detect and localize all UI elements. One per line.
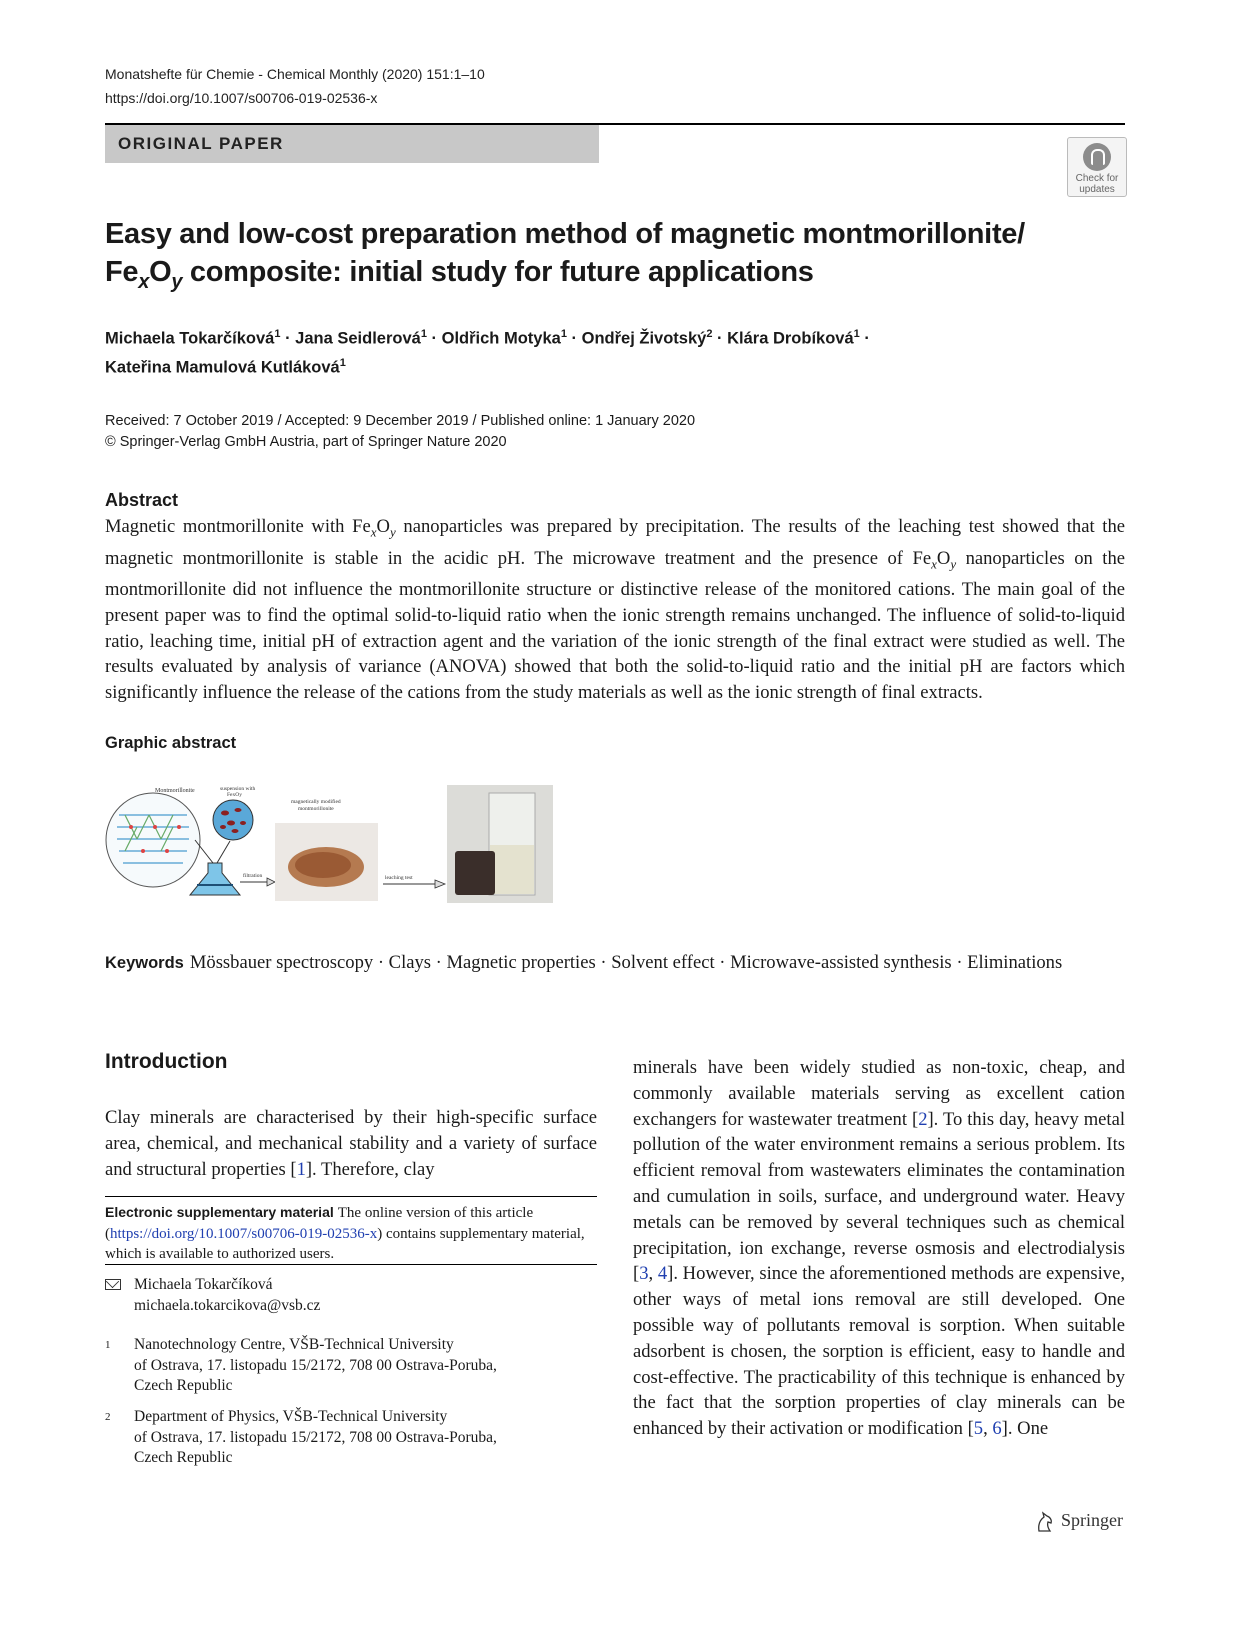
journal-citation: Monatshefte für Chemie - Chemical Monthly (2020) 151:1–10 <box>105 66 485 82</box>
title-sub-y: y <box>171 270 183 293</box>
esm-text: The online version of this article ( <box>105 1205 534 1242</box>
label-modified-2: montmorillonite <box>298 806 334 812</box>
abstract-sub: x <box>370 524 377 540</box>
author-list <box>105 322 1115 379</box>
author-separator: · <box>566 329 582 348</box>
abstract-seg: nanoparticles on the montmorillonite did not influence the montmorillonite structure or distinctive release of the monitored cations. The main goal of the present paper was to find the optimal solid-to-liquid ratio when the ionic strength remains unchanged. The influence of solid-to-liquid ratio, leaching time, initial pH of extraction agent and the variation of the ionic strength of the final extract were studied as well. The results evaluated by analysis of variance (ANOVA) showed that both the solid-to-liquid ratio and the initial pH are factors which significantly influence the release of the cations from the study materials as well as the ionic strength of final extracts. <box>105 547 1125 704</box>
suspension-circle <box>213 800 253 840</box>
footnote-rule <box>105 1264 597 1265</box>
affiliation-2 <box>105 1407 597 1469</box>
paper-title <box>105 215 1115 301</box>
title-part2: composite: initial study for future applications <box>182 256 814 288</box>
affiliation-number: 2 <box>105 1411 111 1423</box>
ref-link[interactable]: 1 <box>296 1158 306 1180</box>
arrow-head <box>267 878 275 886</box>
abstract-text <box>105 514 1125 706</box>
publisher-logo <box>1035 1510 1123 1533</box>
author-affiliation: 1 <box>420 328 427 340</box>
abstract-sub: y <box>389 524 396 540</box>
intro-text: minerals have been widely studied as non-toxic, cheap, and commonly available materials serving as excellent cation exchangers for wastewater treatment [ <box>633 1057 1125 1130</box>
author-name[interactable]: Jana Seidlerová <box>295 329 421 348</box>
section-label: ORIGINAL PAPER <box>105 125 599 163</box>
affiliation-line: Department of Physics, VŠB-Technical University <box>134 1408 448 1425</box>
check-for-updates-badge[interactable] <box>1067 137 1127 197</box>
intro-text: ]. To this day, heavy metal pollution of the water environment remains a serious problem. Its efficient removal from wastewaters eliminates the contamination and cumulation in soils, surface, and underground water. Heavy metals can be removed by several techniques such as chemical precipitation, ion exchange, reverse osmosis and electrodialysis [ <box>633 1108 1125 1285</box>
title-fe: Fe <box>105 256 139 288</box>
journal-doi[interactable]: https://doi.org/10.1007/s00706-019-02536-x <box>105 90 378 106</box>
affiliation-line: Nanotechnology Centre, VŠB-Technical University <box>134 1336 454 1353</box>
author-affiliation: 1 <box>560 328 567 340</box>
title-part1: Easy and low-cost preparation method of magnetic montmorillonite/ <box>105 218 1025 250</box>
flask <box>190 863 240 895</box>
author-separator: · <box>426 329 442 348</box>
author-separator: · <box>280 329 296 348</box>
affiliation-line: of Ostrava, 17. listopadu 15/2172, 708 00 Ostrava-Poruba, <box>134 1428 497 1446</box>
author-affiliation: 2 <box>706 328 713 340</box>
author-name[interactable]: Kateřina Mamulová Kutláková <box>105 358 340 376</box>
author-name[interactable]: Oldřich Motyka <box>441 329 561 348</box>
introduction-heading: Introduction <box>105 1050 228 1073</box>
magnet <box>455 851 495 895</box>
keywords-label: Keywords <box>105 954 184 972</box>
intro-text: ]. However, since the aforementioned methods are expensive, other ways of metal ions removal are still developed. One possible way of pollutants removal is sorption. When suitable adsorbent is chosen, the sorption is efficient, easy to handle and cost-effective. The practicability of this technique is enhanced by the fact that the sorption properties of clay minerals can be enhanced by their activation or modification [ <box>633 1263 1126 1440</box>
esm-note <box>105 1202 597 1265</box>
copyright-line: © Springer-Verlag GmbH Austria, part of Springer Nature 2020 <box>105 434 507 450</box>
abstract-seg: Magnetic montmorillonite with Fe <box>105 516 371 537</box>
intro-text: ]. Therefore, clay <box>305 1158 435 1180</box>
author-affiliation: 1 <box>853 328 860 340</box>
affiliation-line: of Ostrava, 17. listopadu 15/2172, 708 00 Ostrava-Poruba, <box>134 1356 497 1374</box>
intro-text: , <box>983 1418 993 1440</box>
ref-link[interactable]: 2 <box>918 1108 928 1130</box>
structure-circle <box>106 793 200 887</box>
badge-line1: Check for <box>1075 173 1119 184</box>
label-suspension: suspension with <box>220 786 256 792</box>
corresponding-author: Michaela Tokarčíková <box>134 1276 273 1293</box>
author-separator: · <box>859 329 870 348</box>
corresponding-email[interactable]: michaela.tokarcikova@vsb.cz <box>134 1296 321 1314</box>
esm-label: Electronic supplementary material <box>105 1204 334 1220</box>
check-updates-icon <box>1083 143 1111 171</box>
springer-horse-icon <box>1035 1511 1055 1533</box>
envelope-icon <box>105 1279 121 1290</box>
ref-link[interactable]: 6 <box>992 1418 1002 1440</box>
powder-core <box>295 852 351 878</box>
label-modified-1: magnetically modified <box>291 799 341 805</box>
abstract-seg: nanoparticles was prepared by precipitation. The results of the leaching test showed that the magnetic montmorillonite is stable in the acidic pH. The microwave treatment and the presence of Fe <box>105 516 1125 569</box>
intro-text: , <box>648 1263 658 1285</box>
graphic-abstract-heading: Graphic abstract <box>105 734 237 752</box>
author-affiliation: 1 <box>339 356 346 369</box>
intro-left-column <box>105 1105 597 1182</box>
affiliation-number: 1 <box>105 1339 111 1351</box>
abstract-sub: y <box>950 556 957 572</box>
affiliation-line: Czech Republic <box>134 1449 233 1466</box>
intro-text: ]. One <box>1001 1418 1049 1440</box>
ref-link[interactable]: 5 <box>973 1418 984 1440</box>
label-leaching: leaching test <box>385 875 413 881</box>
author-affiliation: 1 <box>274 328 281 340</box>
arrow-line <box>217 841 230 863</box>
ref-link[interactable]: 3 <box>639 1263 649 1285</box>
title-sub-x: x <box>138 270 150 293</box>
esm-link[interactable]: https://doi.org/10.1007/s00706-019-02536-x <box>110 1225 378 1242</box>
publication-dates <box>105 411 695 453</box>
title-o: O <box>149 256 172 288</box>
author-name[interactable]: Michaela Tokarčíková <box>105 329 275 348</box>
author-name[interactable]: Klára Drobíková <box>727 329 854 348</box>
correspondence <box>105 1275 597 1316</box>
graphic-abstract-figure <box>105 785 575 903</box>
intro-right-column <box>633 1055 1125 1442</box>
label-feo: FexOy <box>227 792 242 798</box>
affiliation-1 <box>105 1335 597 1397</box>
arrow-head <box>435 880 445 888</box>
esm-text: ) contains supplementary material, which is available to authorized users. <box>105 1225 585 1262</box>
badge-line2: updates <box>1079 184 1115 195</box>
dates-line: Received: 7 October 2019 / Accepted: 9 December 2019 / Published online: 1 January 2020 <box>105 413 696 429</box>
abstract-sub: x <box>931 556 937 572</box>
author-separator: · <box>712 329 728 348</box>
intro-text: Clay minerals are characterised by their high-specific surface area, chemical, and mechanical stability and a variety of surface and structural properties [ <box>105 1107 597 1180</box>
author-name[interactable]: Ondřej Životský <box>581 329 707 348</box>
label-montmorillonite: Montmorillonite <box>155 788 195 794</box>
beaker-liquid <box>490 845 534 894</box>
keywords-text: Mössbauer spectroscopy · Clays · Magnetic properties · Solvent effect · Microwave-assisted synthesis · Eliminations <box>189 952 1063 973</box>
abstract-heading: Abstract <box>105 490 179 510</box>
ref-link[interactable]: 4 <box>657 1263 668 1285</box>
abstract-seg: O <box>376 516 390 537</box>
affiliation-line: Czech Republic <box>134 1377 233 1394</box>
keywords <box>105 950 1125 976</box>
footnote-rule <box>105 1196 597 1197</box>
label-filtration: filtration <box>243 873 263 879</box>
abstract-seg: O <box>936 547 951 569</box>
publisher-name: Springer <box>1061 1510 1123 1530</box>
